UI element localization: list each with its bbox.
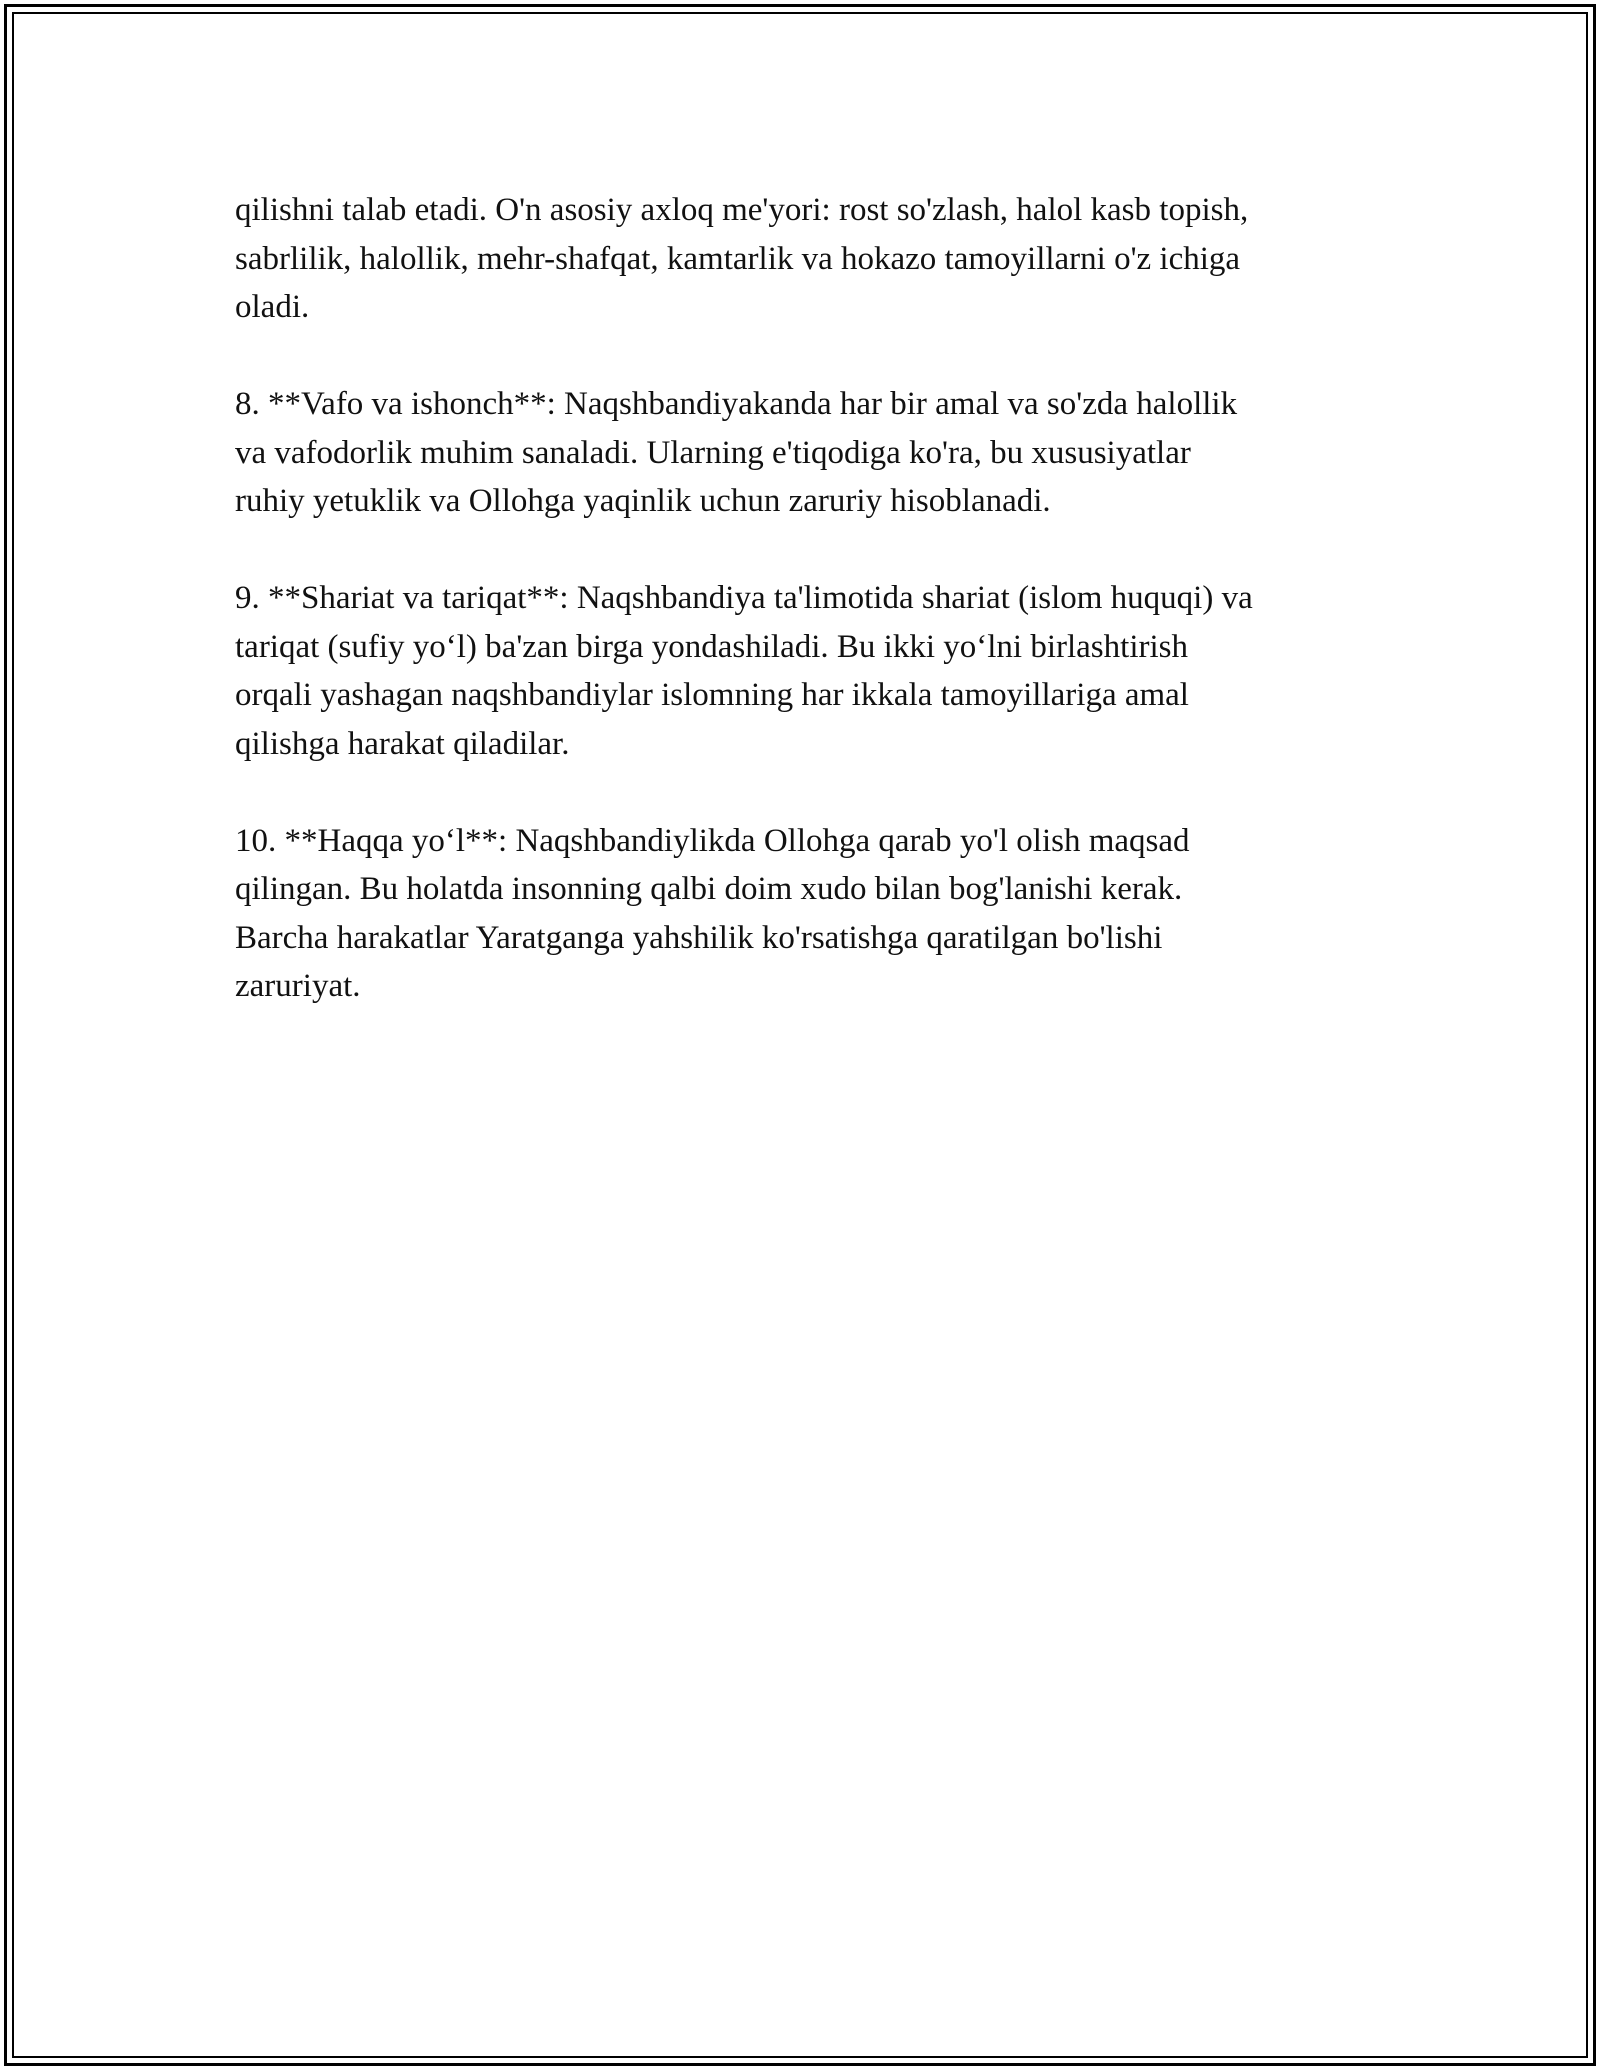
text-line: 10. **Haqqa yo‘l**: Naqshbandiylikda Ollohga qarab yo'l olish maqsad — [235, 822, 1190, 859]
text-line: va vafodorlik muhim sanaladi. Ularning e'tiqodiga ko'ra, bu xususiyatlar — [235, 434, 1191, 471]
paragraph-item-9 — [235, 574, 1395, 768]
text-line: orqali yashagan naqshbandiylar islomning har ikkala tamoyillariga amal — [235, 677, 1189, 713]
text-line: 9. **Shariat va tariqat**: Naqshbandiya ta'limotida shariat (islom huquqi) va — [235, 580, 1253, 616]
text-line: qilishga harakat qiladilar. — [235, 725, 570, 762]
text-line: 8. **Vafo va ishonch**: Naqshbandiyakanda har bir amal va so'zda halollik — [235, 386, 1238, 422]
text-line: qilishni talab etadi. O'n asosiy axloq me'yori: rost so'zlash, halol kasb topish, — [235, 192, 1249, 228]
paragraph-ethics-continuation — [235, 186, 1395, 332]
paragraph-item-10 — [235, 817, 1395, 1011]
text-line: Barcha harakatlar Yaratganga yahshilik ko'rsatishga qaratilgan bo'lishi — [235, 919, 1163, 956]
paragraph-item-8 — [235, 380, 1395, 526]
text-line: sabrlilik, halollik, mehr-shafqat, kamtarlik va hokazo tamoyillarni o'z ichiga — [235, 240, 1241, 277]
text-line: qilingan. Bu holatda insonning qalbi doim xudo bilan bog'lanishi kerak. — [235, 871, 1183, 907]
text-line: tariqat (sufiy yo‘l) ba'zan birga yondashiladi. Bu ikki yo‘lni birlashtirish — [235, 628, 1188, 665]
text-line: oladi. — [235, 289, 310, 325]
text-line: ruhiy yetuklik va Ollohga yaqinlik uchun zaruriy hisoblanadi. — [235, 483, 1051, 519]
text-line: zaruriyat. — [235, 968, 361, 1004]
document-body — [235, 186, 1395, 1059]
